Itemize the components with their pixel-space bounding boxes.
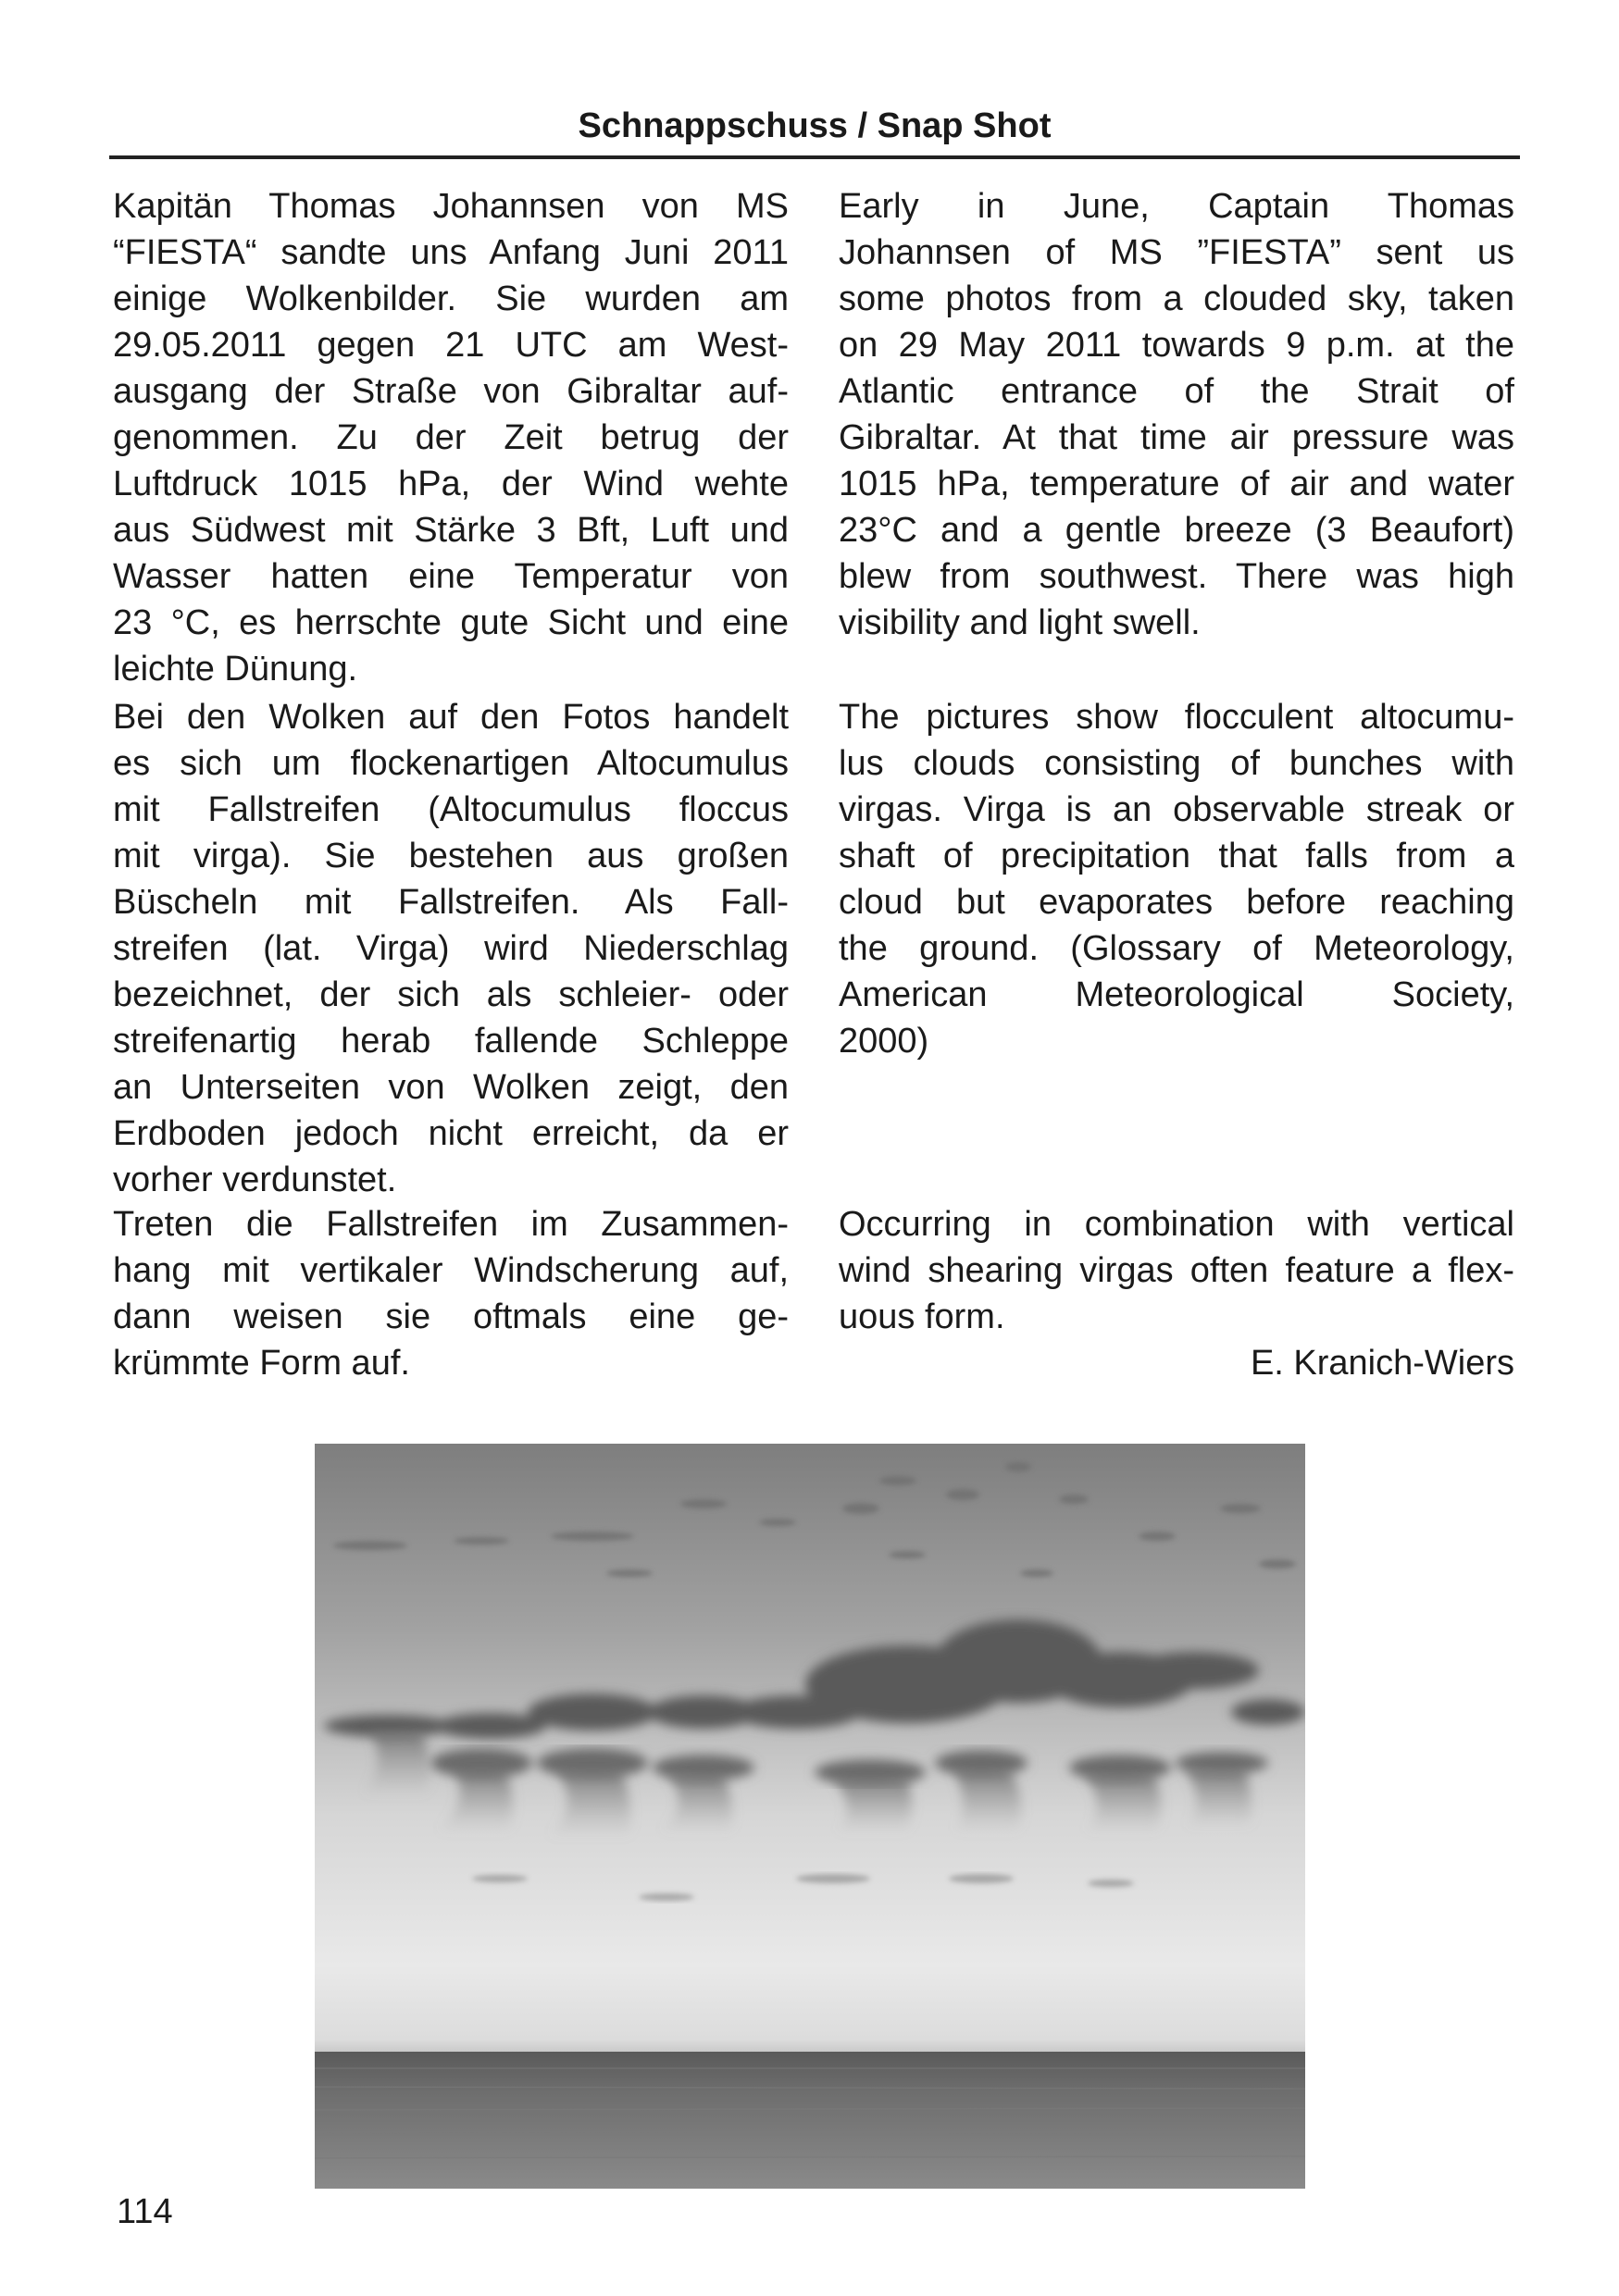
english-paragraph: [839, 183, 1514, 646]
text-line: ausgang der Straße von Gibraltar auf-: [113, 372, 789, 411]
text-line: “FIESTA“ sandte uns Anfang Juni 2011: [113, 233, 789, 272]
text-line: uous form.: [839, 1297, 1005, 1336]
text-line: mit Fallstreifen (Altocumulus floccus: [113, 790, 789, 829]
text-line: 1015 hPa, temperature of air and water: [839, 465, 1514, 503]
text-line: einige Wolkenbilder. Sie wurden am: [113, 279, 789, 318]
text-line: the ground. (Glossary of Meteorology,: [839, 929, 1514, 968]
page-header-title: Schnappschuss / Snap Shot: [578, 106, 1052, 145]
text-line: American Meteorological Society,: [839, 975, 1514, 1014]
german-paragraph: [113, 694, 789, 1203]
text-line: Early in June, Captain Thomas: [839, 187, 1514, 226]
text-line: 23°C and a gentle breeze (3 Beaufort): [839, 511, 1514, 550]
text-line: The pictures show flocculent altocumu-: [839, 698, 1514, 737]
text-line: es sich um flockenartigen Altocumulus: [113, 744, 789, 783]
text-line: streifenartig herab fallende Schleppe: [113, 1022, 789, 1061]
text-line: krümmte Form auf.: [113, 1344, 410, 1383]
text-line: Luftdruck 1015 hPa, der Wind wehte: [113, 465, 789, 503]
text-line: 23 °C, es herrschte gute Sicht und eine: [113, 603, 789, 642]
author-signature: E. Kranich-Wiers: [1250, 1344, 1514, 1383]
text-line: virgas. Virga is an observable streak or: [839, 790, 1514, 829]
text-line: 2000): [839, 1022, 929, 1061]
text-line: vorher verdunstet.: [113, 1160, 397, 1199]
text-line: Atlantic entrance of the Strait of: [839, 372, 1514, 411]
text-line: hang mit vertikaler Windscherung auf,: [113, 1251, 789, 1290]
text-line: Kapitän Thomas Johannsen von MS: [113, 187, 789, 226]
text-line: streifen (lat. Virga) wird Niederschlag: [113, 929, 789, 968]
text-line: an Unterseiten von Wolken zeigt, den: [113, 1068, 789, 1107]
text-line: Büscheln mit Fallstreifen. Als Fall-: [113, 883, 789, 922]
cloud-photo: [315, 1444, 1305, 2189]
text-line: bezeichnet, der sich als schleier- oder: [113, 975, 789, 1014]
text-line: Johannsen of MS ”FIESTA” sent us: [839, 233, 1514, 272]
german-paragraph: [113, 183, 789, 692]
text-line: genommen. Zu der Zeit betrug der: [113, 418, 789, 457]
text-line: cloud but evaporates before reaching: [839, 883, 1514, 922]
text-line: on 29 May 2011 towards 9 p.m. at the: [839, 326, 1514, 365]
text-line: leichte Dünung.: [113, 650, 358, 689]
text-line: Erdboden jedoch nicht erreicht, da er: [113, 1114, 789, 1153]
text-line: Gibraltar. At that time air pressure was: [839, 418, 1514, 457]
text-line: aus Südwest mit Stärke 3 Bft, Luft und: [113, 511, 789, 550]
header-rule: [109, 155, 1520, 159]
text-line: Treten die Fallstreifen im Zusammen-: [113, 1205, 789, 1244]
text-line: wind shearing virgas often feature a flex-: [839, 1251, 1514, 1290]
text-line: Occurring in combination with vertical: [839, 1205, 1514, 1244]
english-paragraph: [839, 694, 1514, 1064]
text-line: Wasser hatten eine Temperatur von: [113, 557, 789, 596]
text-line: dann weisen sie oftmals eine ge-: [113, 1297, 789, 1336]
text-line: some photos from a clouded sky, taken: [839, 279, 1514, 318]
text-line: shaft of precipitation that falls from a: [839, 837, 1514, 875]
text-line: mit virga). Sie bestehen aus großen: [113, 837, 789, 875]
text-line: visibility and light swell.: [839, 603, 1201, 642]
german-paragraph: [113, 1201, 789, 1386]
page-number: 114: [117, 2192, 173, 2231]
text-line: 29.05.2011 gegen 21 UTC am West-: [113, 326, 789, 365]
text-line: lus clouds consisting of bunches with: [839, 744, 1514, 783]
english-paragraph: [839, 1201, 1514, 1340]
text-line: blew from southwest. There was high: [839, 557, 1514, 596]
text-line: Bei den Wolken auf den Fotos handelt: [113, 698, 789, 737]
